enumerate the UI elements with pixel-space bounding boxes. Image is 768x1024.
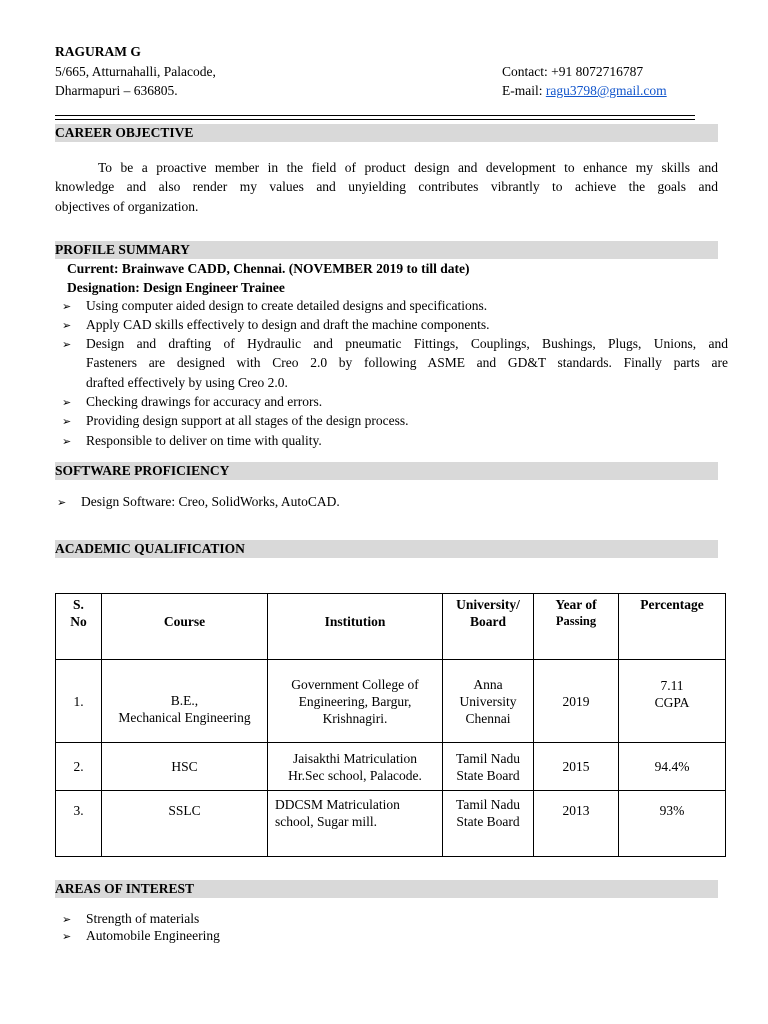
row3-institution-line-1: DDCSM Matriculation: [275, 797, 400, 812]
row3-institution-line-2: school, Sugar mill.: [275, 814, 377, 829]
row2-university-line-2: State Board: [456, 767, 520, 783]
header-year-line-1: Year of: [555, 597, 597, 612]
row1-sno: 1.: [56, 660, 102, 743]
address-line-1: 5/665, Atturnahalli, Palacode,: [55, 64, 216, 79]
software-proficiency-heading: SOFTWARE PROFICIENCY: [55, 463, 230, 478]
row1-university-line-1: Anna: [473, 676, 503, 692]
profile-summary-heading: PROFILE SUMMARY: [55, 242, 190, 257]
header-sno: [56, 594, 102, 660]
career-objective-bar: [55, 124, 718, 142]
row1-percentage: [619, 660, 726, 743]
profile-bullet-3-line-2: Fasteners are designed with Creo 2.0 by following ASME and GD&T standards. Finally parts are: [86, 355, 728, 370]
row1-course-line-2: Mechanical Engineering: [118, 710, 251, 725]
header-university-line-1: University/: [456, 597, 520, 612]
header-sno-line-1: S.: [73, 597, 84, 612]
areas-of-interest-bar: [55, 880, 718, 898]
row1-percentage-line-2: CGPA: [654, 695, 690, 710]
address-line-2: Dharmapuri – 636805.: [55, 83, 178, 98]
designation: Designation: Design Engineer Trainee: [67, 280, 285, 295]
profile-bullet-3-line-3: drafted effectively by using Creo 2.0.: [86, 375, 288, 390]
row1-university-line-3: Chennai: [465, 710, 511, 726]
profile-bullet-2: Apply CAD skills effectively to design and draft the machine components.: [86, 317, 490, 332]
row1-year: 2019: [534, 660, 619, 743]
header-university-line-2: Board: [469, 614, 506, 629]
header-divider-bottom: [55, 119, 695, 120]
header-institution: Institution: [268, 594, 443, 660]
row1-percentage-line-1: 7.11: [660, 678, 684, 693]
header-year: [534, 594, 619, 660]
row2-institution-line-2: Hr.Sec school, Palacode.: [288, 767, 422, 783]
row2-percentage: 94.4%: [619, 743, 726, 791]
career-line-1: [55, 160, 718, 176]
academic-table: [55, 593, 726, 857]
career-line-2: knowledge and also render my values and unyielding contributes vibrantly to achieve the goals and: [55, 179, 718, 194]
header-divider-top: [55, 115, 695, 116]
row1-institution-line-2: Engineering, Bargur,: [298, 693, 412, 709]
bullet-arrow-icon: ➢: [62, 320, 72, 332]
row2-year: 2015: [534, 743, 619, 791]
bullet-arrow-icon: ➢: [62, 416, 72, 428]
profile-summary-bar: [55, 241, 718, 259]
table-row: [56, 743, 726, 791]
career-text-1: To be a proactive member in the field of product design and development to enhance my skills and: [98, 160, 718, 175]
row1-institution: [268, 660, 443, 743]
header-percentage: Percentage: [619, 594, 726, 660]
row1-institution-line-1: Government College of: [291, 676, 419, 692]
profile-bullet-4: Checking drawings for accuracy and errors.: [86, 394, 323, 409]
email-link[interactable]: ragu3798@gmail.com: [545, 83, 667, 98]
header-sno-line-2: No: [70, 614, 87, 629]
candidate-name: RAGURAM G: [55, 44, 141, 59]
profile-bullet-6: Responsible to deliver on time with quality.: [86, 433, 322, 448]
row2-university-line-1: Tamil Nadu: [456, 750, 520, 766]
contact-email-row: [502, 83, 667, 99]
career-line-3: objectives of organization.: [55, 199, 199, 214]
row2-institution: [268, 743, 443, 791]
row3-year: 2013: [534, 791, 619, 857]
row3-institution: [268, 791, 443, 857]
email-label: E-mail:: [502, 83, 543, 98]
header-course: Course: [102, 594, 268, 660]
interest-bullet-2: Automobile Engineering: [86, 928, 220, 943]
row1-university: [443, 660, 534, 743]
row2-institution-line-1: Jaisakthi Matriculation: [292, 750, 418, 766]
row1-course-line-1: B.E.,: [170, 693, 199, 708]
row3-course: SSLC: [102, 791, 268, 857]
header-university: [443, 594, 534, 660]
profile-bullet-3-line-1: Design and drafting of Hydraulic and pneumatic Fittings, Couplings, Bushings, Plugs, Unions, and: [86, 336, 728, 351]
bullet-arrow-icon: ➢: [62, 301, 72, 313]
row2-university: [443, 743, 534, 791]
bullet-arrow-icon: ➢: [57, 497, 67, 509]
bullet-arrow-icon: ➢: [62, 339, 72, 351]
table-row: [56, 791, 726, 857]
row1-university-line-2: University: [459, 693, 517, 709]
row3-university-line-2: State Board: [456, 814, 520, 829]
header-year-line-2: Passing: [555, 614, 597, 628]
table-row: [56, 660, 726, 743]
bullet-arrow-icon: ➢: [62, 397, 72, 409]
row3-sno: 3.: [56, 791, 102, 857]
contact-phone: Contact: +91 8072716787: [502, 64, 644, 79]
row1-institution-line-3: Krishnagiri.: [322, 710, 388, 726]
row3-percentage: 93%: [619, 791, 726, 857]
software-bullet-1: Design Software: Creo, SolidWorks, AutoCAD.: [81, 494, 340, 509]
row3-university: [443, 791, 534, 857]
row2-sno: 2.: [56, 743, 102, 791]
software-proficiency-bar: [55, 462, 718, 480]
bullet-arrow-icon: ➢: [62, 914, 72, 926]
row3-university-line-1: Tamil Nadu: [456, 797, 520, 812]
areas-of-interest-heading: AREAS OF INTEREST: [55, 881, 195, 896]
profile-bullet-5: Providing design support at all stages of the design process.: [86, 413, 409, 428]
academic-qualification-heading: ACADEMIC QUALIFICATION: [55, 541, 245, 556]
current-employer: Current: Brainwave CADD, Chennai. (NOVEMBER 2019 to till date): [67, 261, 470, 276]
academic-qualification-bar: [55, 540, 718, 558]
profile-bullet-1: Using computer aided design to create detailed designs and specifications.: [86, 298, 488, 313]
bullet-arrow-icon: ➢: [62, 931, 72, 943]
bullet-arrow-icon: ➢: [62, 436, 72, 448]
career-objective-heading: CAREER OBJECTIVE: [55, 125, 194, 140]
row1-course: [102, 660, 268, 743]
interest-bullet-1: Strength of materials: [86, 911, 200, 926]
table-header-row: [56, 594, 726, 660]
row2-course: HSC: [102, 743, 268, 791]
